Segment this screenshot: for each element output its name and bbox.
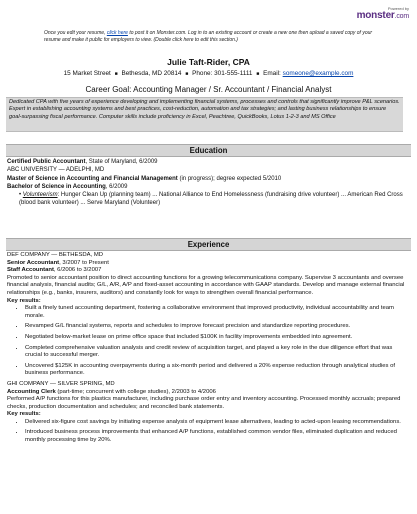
intro-text-before: Once you edit your resume, [44, 30, 107, 36]
contact-email-link[interactable]: someone@example.com [282, 70, 354, 77]
education-section [7, 158, 407, 208]
experience-section [7, 252, 407, 448]
intro-instructions [44, 30, 382, 44]
post-resume-link[interactable]: click here [106, 30, 128, 36]
list-item: • Built a finely tuned accounting department, fostering a collaborative environment that improved productivity, individual accountability and team morale. [25, 305, 407, 320]
company-ghi-line: GHI COMPANY — SILVER SPRING, MD [7, 380, 115, 387]
def-description: Promoted to senior accountant position to direct accounting functions for a growing telecommunications company. Supervise 3 accountants and oversee financial analysis, financial audits; G/L, A/R, A/P and fixed-asset accounting in accordance with GAAP standards. Develop and manage external financial relationships (e.g., banks, insurers, auditors) and constantly look for ways to strengthen overall financial performance. [7, 274, 405, 296]
experience-heading: Experience [6, 238, 411, 251]
list-item: • Uncovered $125K in accounting overpayments during a six-month period and delivered a 20% expense reduction through analytical studies of business performance. [25, 363, 407, 378]
intro-text-after: to post it on Monster.com. Log in to an existing account or create a new one then upload a saved copy of your resume and make it public for employers to view. (Double click here to edit this section.) [44, 30, 373, 43]
list-item: • Revamped G/L financial systems, reports and schedules to improve forecast precision and standardize reporting procedures. [25, 323, 407, 331]
career-goal: Career Goal: Accounting Manager / Sr. Accountant / Financial Analyst [85, 85, 332, 94]
monster-logo[interactable] [357, 6, 409, 22]
key-results-label: Key results: [7, 411, 41, 418]
list-item: • Delivered six-figure cost savings by initiating expense analysis of equipment lease alternatives, leading to acted-upon leasing recommendations. [25, 419, 407, 427]
logo-powered-by: Powered by [387, 6, 409, 11]
contact-line [0, 70, 417, 77]
ghi-results-list [7, 419, 407, 445]
senior-accountant-line: Senior Accountant, 3/2007 to Present [7, 259, 109, 266]
contact-phone: Phone: 301-555-1111 [192, 70, 253, 77]
volunteerism-line: • Volunteerism: Hunger Clean Up (planning team) ... National Alliance to End Homelessness (fundraising drive volunteer) ... American Red Cross (blood bank volunteer) ... Serve Maryland (Volunteer) [19, 192, 403, 207]
staff-accountant-line: Staff Accountant, 6/2006 to 3/2007 [7, 267, 102, 274]
bullet-separator-icon: ■ [114, 71, 118, 77]
key-results-label: Key results: [7, 297, 41, 304]
company-def-line: DEF COMPANY — BETHESDA, MD [7, 252, 104, 258]
logo-wordmark: monster.com [356, 10, 409, 21]
university-line: ABC UNIVERSITY — ADELPHI, MD [7, 167, 105, 174]
accounting-clerk-line: Accounting Clerk (part-time; concurrent with college studies), 2/2003 to 4/2006 [7, 388, 216, 395]
list-item: • Negotiated below-market lease on prime office space that included $100K in facility improvements embedded into agreement. [25, 334, 407, 342]
summary-box: Dedicated CPA with five years of experience developing and implementing financial systems, processes and controls that significantly improve P&L scenarios. Expert in establishing accounting systems and best practices, cost-reduction, automation and tax strategies; and lasting business relationships to ensure goal-surpassing fiscal performance. Computer skills include proficiency in Excel, Peachtree, QuickBooks, Lotus 1-2-3 and MS Office [6, 97, 403, 132]
def-results-list [7, 305, 407, 378]
ghi-description: Performed A/P functions for this plastics manufacturer, including purchase order entry and inventory accounting. Processed monthly accruals; prepared checks, production documentation and schedules; and reconciled bank statements. [7, 396, 401, 410]
bullet-separator-icon: ■ [185, 71, 189, 77]
bullet-separator-icon: ■ [256, 71, 260, 77]
education-heading: Education [6, 144, 411, 157]
contact-email-label: Email: [263, 70, 281, 77]
masters-line: Master of Science in Accounting and Financial Management (in progress); degree expected 5/2010 [7, 175, 282, 182]
contact-city: Bethesda, MD 20814 [121, 70, 182, 77]
contact-address: 15 Market Street [63, 70, 111, 77]
cpa-line: Certified Public Accountant, State of Maryland, 6/2009 [7, 159, 158, 165]
bachelors-line: Bachelor of Science in Accounting, 6/2009 [7, 183, 128, 190]
list-item: • Completed comprehensive valuation analysis and credit review of acquisition target, and played a key role in the due diligence effort that was crucial to successful merger. [25, 345, 407, 360]
bullet-icon: • [19, 192, 23, 199]
list-item: • Introduced business process improvements that enhanced A/P functions, established common vendor files, eliminated duplication and reduced monthly processing time by 20%. [25, 429, 407, 444]
candidate-name: Julie Taft-Rider, CPA [167, 57, 250, 67]
